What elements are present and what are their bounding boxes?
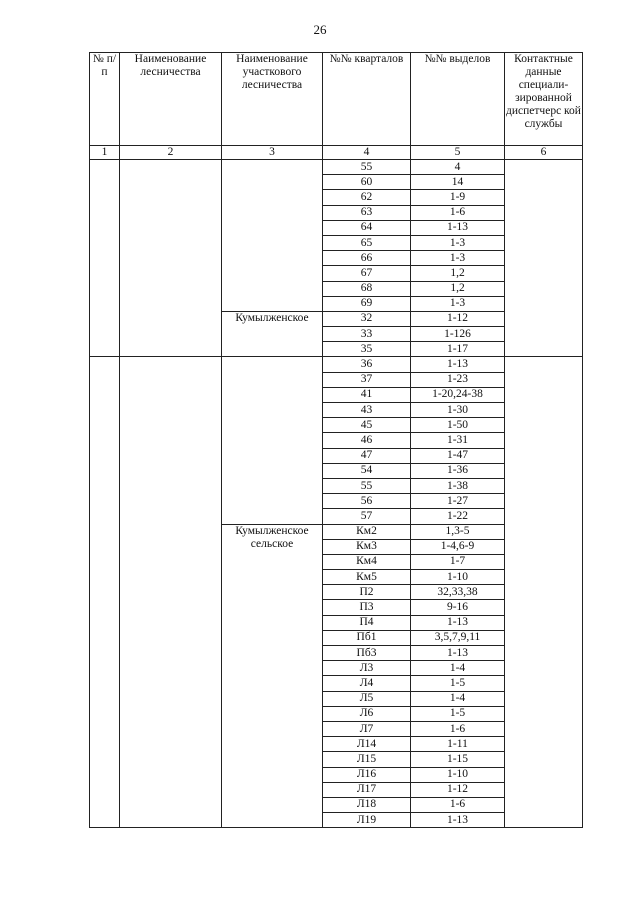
cell-plots: 1-4	[411, 661, 505, 676]
cell-contacts	[505, 160, 583, 357]
cell-district-forestry	[222, 357, 323, 524]
cell-quarter: 64	[323, 220, 411, 235]
header-number: № п/п	[90, 53, 120, 146]
cell-district-forestry	[222, 160, 323, 312]
cell-plots: 1-15	[411, 752, 505, 767]
cell-number	[90, 160, 120, 357]
column-number: 6	[505, 146, 583, 160]
cell-number	[90, 357, 120, 828]
cell-plots: 1-13	[411, 220, 505, 235]
cell-quarter: 67	[323, 266, 411, 281]
cell-plots: 4	[411, 160, 505, 175]
cell-quarter: П3	[323, 600, 411, 615]
table-body	[90, 160, 583, 828]
header-row	[90, 53, 583, 146]
cell-quarter: Км3	[323, 539, 411, 554]
cell-plots: 1-27	[411, 494, 505, 509]
cell-plots: 1-22	[411, 509, 505, 524]
cell-plots: 1-4	[411, 691, 505, 706]
header-district-forestry: Наименование участкового лесничества	[222, 53, 323, 146]
cell-quarter: 43	[323, 403, 411, 418]
cell-quarter: Л16	[323, 767, 411, 782]
cell-quarter: 56	[323, 494, 411, 509]
cell-plots: 1-6	[411, 797, 505, 812]
cell-plots: 1,2	[411, 266, 505, 281]
cell-plots: 1-11	[411, 737, 505, 752]
cell-quarter: 55	[323, 478, 411, 493]
cell-plots: 1-47	[411, 448, 505, 463]
cell-contacts	[505, 357, 583, 828]
cell-quarter: 68	[323, 281, 411, 296]
cell-quarter: 60	[323, 175, 411, 190]
cell-plots: 1-13	[411, 646, 505, 661]
header-quarters: №№ кварталов	[323, 53, 411, 146]
column-number: 5	[411, 146, 505, 160]
cell-plots: 1-12	[411, 782, 505, 797]
cell-quarter: Л15	[323, 752, 411, 767]
cell-quarter: 57	[323, 509, 411, 524]
cell-district-forestry: Кумылженское сельское	[222, 524, 323, 828]
cell-plots: 1-3	[411, 251, 505, 266]
cell-plots: 1-5	[411, 676, 505, 691]
cell-plots: 1-31	[411, 433, 505, 448]
table-row	[90, 160, 583, 175]
cell-plots: 1-4,6-9	[411, 539, 505, 554]
cell-quarter: П2	[323, 585, 411, 600]
cell-quarter: П4	[323, 615, 411, 630]
cell-quarter: 36	[323, 357, 411, 372]
cell-quarter: 62	[323, 190, 411, 205]
cell-plots: 1,2	[411, 281, 505, 296]
cell-quarter: Пб1	[323, 630, 411, 645]
cell-quarter: 69	[323, 296, 411, 311]
forestry-table	[89, 52, 583, 828]
cell-plots: 3,5,7,9,11	[411, 630, 505, 645]
cell-plots: 1-6	[411, 205, 505, 220]
cell-quarter: Л17	[323, 782, 411, 797]
cell-quarter: 47	[323, 448, 411, 463]
cell-quarter: Км2	[323, 524, 411, 539]
cell-plots: 1-9	[411, 190, 505, 205]
column-number: 3	[222, 146, 323, 160]
cell-quarter: 33	[323, 327, 411, 342]
cell-quarter: 32	[323, 311, 411, 326]
cell-quarter: Л7	[323, 721, 411, 736]
cell-plots: 1-3	[411, 296, 505, 311]
column-number: 4	[323, 146, 411, 160]
cell-plots: 32,33,38	[411, 585, 505, 600]
cell-plots: 1-6	[411, 721, 505, 736]
header-plots: №№ выделов	[411, 53, 505, 146]
cell-plots: 1-38	[411, 478, 505, 493]
cell-plots: 1-3	[411, 235, 505, 250]
cell-plots: 14	[411, 175, 505, 190]
cell-plots: 1-50	[411, 418, 505, 433]
cell-plots: 1-13	[411, 357, 505, 372]
cell-quarter: 54	[323, 463, 411, 478]
cell-forestry	[120, 357, 222, 828]
cell-plots: 1-30	[411, 403, 505, 418]
cell-plots: 1-5	[411, 706, 505, 721]
cell-quarter: Км5	[323, 570, 411, 585]
cell-quarter: 63	[323, 205, 411, 220]
cell-quarter: Л18	[323, 797, 411, 812]
cell-plots: 1-20,24-38	[411, 387, 505, 402]
header-forestry: Наименование лесничества	[120, 53, 222, 146]
cell-quarter: 66	[323, 251, 411, 266]
cell-quarter: Л3	[323, 661, 411, 676]
cell-plots: 1-12	[411, 311, 505, 326]
cell-quarter: Л14	[323, 737, 411, 752]
cell-plots: 1-7	[411, 554, 505, 569]
cell-plots: 9-16	[411, 600, 505, 615]
cell-quarter: 37	[323, 372, 411, 387]
cell-plots: 1-13	[411, 813, 505, 828]
cell-quarter: 45	[323, 418, 411, 433]
cell-plots: 1-13	[411, 615, 505, 630]
cell-plots: 1-17	[411, 342, 505, 357]
cell-plots: 1-36	[411, 463, 505, 478]
cell-quarter: 35	[323, 342, 411, 357]
cell-plots: 1-23	[411, 372, 505, 387]
cell-quarter: Км4	[323, 554, 411, 569]
cell-district-forestry: Кумылженское	[222, 311, 323, 357]
cell-quarter: Л4	[323, 676, 411, 691]
header-contacts: Контактные данные специали-зированной диспетчерс кой службы	[505, 53, 583, 146]
cell-plots: 1-10	[411, 767, 505, 782]
page-number: 26	[313, 22, 327, 37]
column-number: 2	[120, 146, 222, 160]
cell-quarter: Л5	[323, 691, 411, 706]
column-number: 1	[90, 146, 120, 160]
cell-forestry	[120, 160, 222, 357]
cell-quarter: 65	[323, 235, 411, 250]
cell-plots: 1,3-5	[411, 524, 505, 539]
column-number-row	[90, 146, 583, 160]
cell-quarter: Пб3	[323, 646, 411, 661]
table-row	[90, 357, 583, 372]
cell-quarter: 55	[323, 160, 411, 175]
cell-quarter: 46	[323, 433, 411, 448]
cell-quarter: 41	[323, 387, 411, 402]
cell-quarter: Л19	[323, 813, 411, 828]
cell-plots: 1-126	[411, 327, 505, 342]
cell-quarter: Л6	[323, 706, 411, 721]
cell-plots: 1-10	[411, 570, 505, 585]
